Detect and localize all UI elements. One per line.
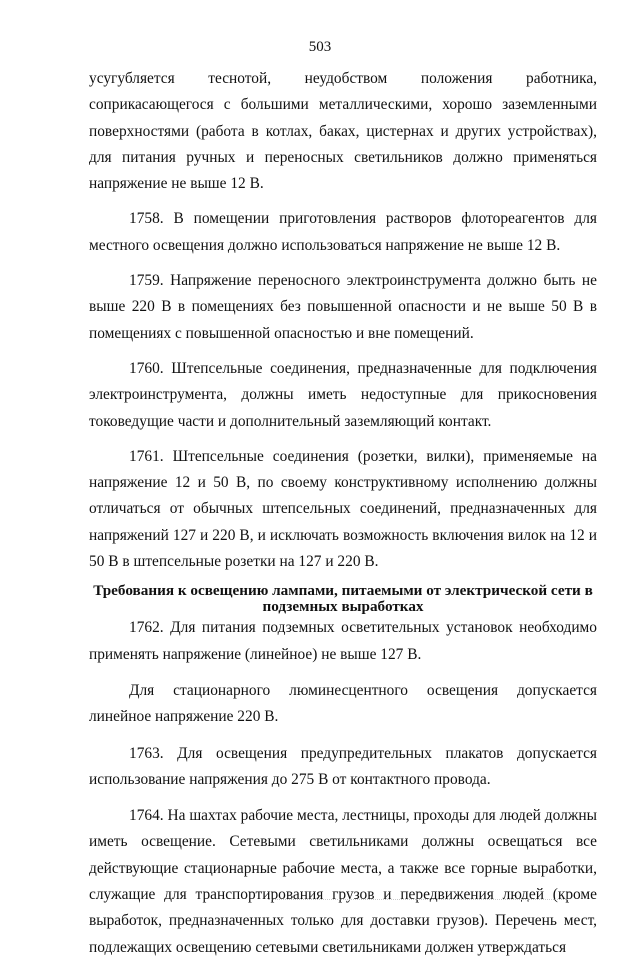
paragraph-1758: 1758. В помещении приготовления растворов флотореагентов для местного освещения должно использоваться напряжение не выше 12 В. bbox=[89, 210, 597, 254]
paragraph-1762: 1762. Для питания подземных осветительных установок необходимо применять напряжение (линейное) не выше 127 В. bbox=[89, 619, 597, 663]
document-body bbox=[89, 66, 597, 961]
section-heading: Требования к освещению лампами, питаемыми от электрической сети в подземных выработках bbox=[93, 582, 593, 616]
paragraph-1761: 1761. Штепсельные соединения (розетки, вилки), применяемые на напряжение 12 и 50 В, по своему конструктивному исполнению должны отличаться от обычных штепсельных соединений, предназначенных для напряжений 127 и 220 В, и исключать возможность включения вилок на 12 и 50 В в штепсельные розетки на 127 и 220 В. bbox=[89, 447, 597, 571]
scan-edge-line bbox=[268, 899, 568, 900]
paragraph-1760: 1760. Штепсельные соединения, предназначенные для подключения электроинструмента, должны иметь недоступные для прикосновения токоведущие части и дополнительный заземляющий контакт. bbox=[89, 359, 597, 430]
paragraph-1759: 1759. Напряжение переносного электроинструмента должно быть не выше 220 В в помещениях без повышенной опасности и не выше 50 В в помещениях с повышенной опасностью и вне помещений. bbox=[89, 272, 597, 342]
paragraph-1763: 1763. Для освещения предупредительных плакатов допускается использование напряжения до 275 В от контактного провода. bbox=[89, 744, 597, 788]
paragraph-continuation: усугубляется теснотой, неудобством положения работника, соприкасающегося с большими металлическими, хорошо заземленными поверхностями (работа в котлах, баках, цистернах и других устройствах), для питания ручных и переносных светильников должно применяться напряжение не выше 12 В. bbox=[89, 70, 597, 193]
paragraph-1764: 1764. На шахтах рабочие места, лестницы, проходы для людей должны иметь освещение. Сетевыми светильниками должны освещаться все действующие стационарные рабочие места, а также все горные выработки, служащие для транспортирования грузов и передвижения людей (кроме выработок, предназначенных только для доставки грузов). Перечень мест, подлежащих освещению сетевыми светильниками должен утверждаться bbox=[89, 807, 597, 956]
paragraph-1762-fluorescent: Для стационарного люминесцентного освещения допускается линейное напряжение 220 В. bbox=[89, 681, 597, 726]
page-number: 503 bbox=[308, 39, 332, 55]
